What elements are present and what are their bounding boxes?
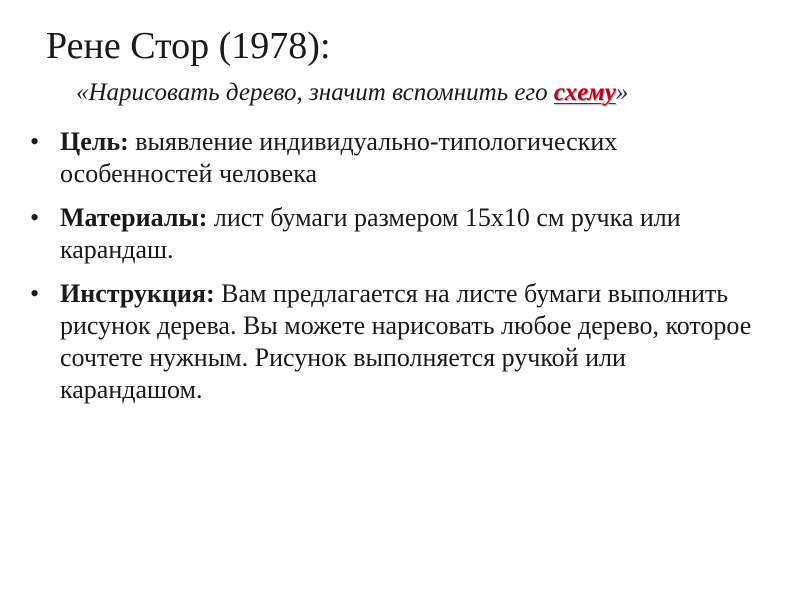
bullet-marker: • xyxy=(30,203,40,232)
bullet-item-goal xyxy=(30,126,760,190)
bullet-label-goal: Цель: xyxy=(60,127,129,156)
bullet-text-instruction: Вам предлагается на листе бумаги выполнить рисунок дерева. Вы можете нарисовать любое дерево, которое сочтете нужным. Рисунок выполняется ручкой или карандашом. xyxy=(60,279,752,404)
quote-text-start: «Нарисовать дерево, значит вспомнить его xyxy=(76,79,554,106)
bullet-label-materials: Материалы: xyxy=(60,203,208,232)
bullet-item-materials xyxy=(30,202,760,266)
bullet-label-instruction: Инструкция: xyxy=(60,279,215,308)
slide-title: Рене Стор (1978): xyxy=(46,25,331,67)
bullet-marker: • xyxy=(30,127,40,156)
quote-text-end: » xyxy=(615,79,629,106)
bullet-list xyxy=(30,126,760,418)
bullet-text-materials: лист бумаги размером 15х10 см ручка или карандаш. xyxy=(60,203,681,264)
bullet-marker: • xyxy=(30,279,40,308)
quote-emphasis: схему xyxy=(553,79,616,106)
bullet-text-goal: выявление индивидуально-типологических особенностей человека xyxy=(60,127,618,188)
quote-subtitle xyxy=(76,76,628,110)
bullet-item-instruction xyxy=(30,278,760,406)
